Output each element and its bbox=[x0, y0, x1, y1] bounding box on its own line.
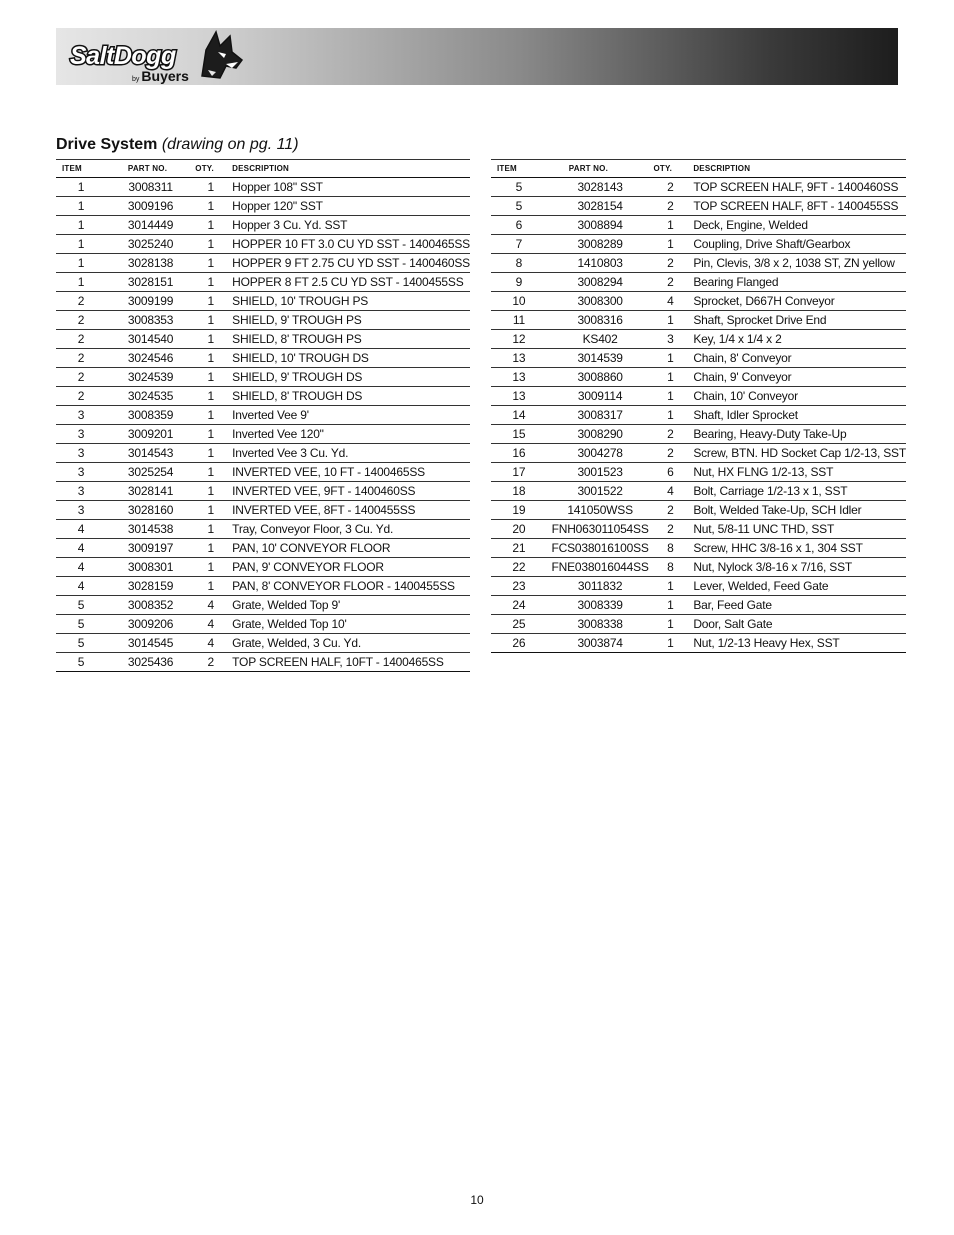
cell-item: 3 bbox=[56, 463, 106, 482]
cell-description: Nut, 5/8-11 UNC THD, SST bbox=[687, 520, 906, 539]
cell-part-no: 3014540 bbox=[106, 330, 195, 349]
table-row bbox=[56, 406, 470, 425]
cell-description: SHIELD, 10' TROUGH PS bbox=[226, 292, 470, 311]
cell-description: Nut, Nylock 3/8-16 x 7/16, SST bbox=[687, 558, 906, 577]
cell-part-no: 3008316 bbox=[547, 311, 654, 330]
cell-part-no: 3008290 bbox=[547, 425, 654, 444]
cell-part-no: 3024539 bbox=[106, 368, 195, 387]
cell-qty: 1 bbox=[653, 387, 687, 406]
cell-item: 1 bbox=[56, 273, 106, 292]
cell-qty: 8 bbox=[653, 539, 687, 558]
cell-part-no: 3008300 bbox=[547, 292, 654, 311]
table-row bbox=[491, 520, 906, 539]
cell-part-no: 3008301 bbox=[106, 558, 195, 577]
cell-item: 22 bbox=[491, 558, 547, 577]
table-row bbox=[56, 482, 470, 501]
cell-description: INVERTED VEE, 8FT - 1400455SS bbox=[226, 501, 470, 520]
cell-part-no: 3014539 bbox=[547, 349, 654, 368]
cell-qty: 1 bbox=[653, 216, 687, 235]
cell-qty: 2 bbox=[653, 501, 687, 520]
cell-item: 2 bbox=[56, 368, 106, 387]
cell-item: 25 bbox=[491, 615, 547, 634]
table-row bbox=[491, 406, 906, 425]
table-row bbox=[56, 558, 470, 577]
cell-description: PAN, 10' CONVEYOR FLOOR bbox=[226, 539, 470, 558]
cell-description: Pin, Clevis, 3/8 x 2, 1038 ST, ZN yellow bbox=[687, 254, 906, 273]
cell-item: 24 bbox=[491, 596, 547, 615]
cell-description: PAN, 8' CONVEYOR FLOOR - 1400455SS bbox=[226, 577, 470, 596]
table-row bbox=[491, 178, 906, 197]
cell-part-no: 3008294 bbox=[547, 273, 654, 292]
col-header-part-no: PART NO. bbox=[547, 160, 654, 178]
table-row bbox=[491, 463, 906, 482]
table-row bbox=[491, 596, 906, 615]
cell-qty: 1 bbox=[195, 178, 226, 197]
cell-item: 19 bbox=[491, 501, 547, 520]
cell-description: Nut, HX FLNG 1/2-13, SST bbox=[687, 463, 906, 482]
cell-qty: 1 bbox=[195, 235, 226, 254]
dog-head-icon bbox=[196, 30, 244, 82]
cell-item: 3 bbox=[56, 501, 106, 520]
cell-qty: 4 bbox=[195, 615, 226, 634]
cell-description: Sprocket, D667H Conveyor bbox=[687, 292, 906, 311]
cell-part-no: 3025436 bbox=[106, 653, 195, 672]
cell-description: SHIELD, 9' TROUGH DS bbox=[226, 368, 470, 387]
col-header-qty: OTY. bbox=[195, 160, 226, 178]
table-row bbox=[56, 235, 470, 254]
cell-item: 1 bbox=[56, 197, 106, 216]
cell-qty: 1 bbox=[195, 254, 226, 273]
section-subtitle: (drawing on pg. 11) bbox=[161, 136, 299, 153]
cell-qty: 1 bbox=[195, 444, 226, 463]
cell-description: Lever, Welded, Feed Gate bbox=[687, 577, 906, 596]
cell-description: SHIELD, 8' TROUGH DS bbox=[226, 387, 470, 406]
cell-item: 12 bbox=[491, 330, 547, 349]
cell-description: Inverted Vee 3 Cu. Yd. bbox=[226, 444, 470, 463]
section-title: Drive System (drawing on pg. 11) bbox=[56, 136, 299, 153]
cell-qty: 1 bbox=[195, 520, 226, 539]
table-row bbox=[491, 216, 906, 235]
table-row bbox=[491, 273, 906, 292]
cell-qty: 1 bbox=[195, 463, 226, 482]
table-header-row bbox=[491, 160, 906, 178]
cell-qty: 4 bbox=[195, 634, 226, 653]
cell-part-no: KS402 bbox=[547, 330, 654, 349]
cell-item: 18 bbox=[491, 482, 547, 501]
cell-qty: 2 bbox=[653, 444, 687, 463]
cell-description: INVERTED VEE, 9FT - 1400460SS bbox=[226, 482, 470, 501]
cell-description: Key, 1/4 x 1/4 x 2 bbox=[687, 330, 906, 349]
cell-part-no: 3028141 bbox=[106, 482, 195, 501]
cell-qty: 1 bbox=[653, 235, 687, 254]
cell-qty: 1 bbox=[195, 501, 226, 520]
cell-part-no: 3025240 bbox=[106, 235, 195, 254]
cell-item: 5 bbox=[56, 653, 106, 672]
cell-part-no: 3009196 bbox=[106, 197, 195, 216]
cell-description: Bolt, Carriage 1/2-13 x 1, SST bbox=[687, 482, 906, 501]
cell-qty: 6 bbox=[653, 463, 687, 482]
cell-qty: 1 bbox=[195, 558, 226, 577]
table-row bbox=[56, 463, 470, 482]
cell-description: Hopper 108" SST bbox=[226, 178, 470, 197]
cell-item: 10 bbox=[491, 292, 547, 311]
cell-qty: 2 bbox=[653, 273, 687, 292]
cell-item: 2 bbox=[56, 349, 106, 368]
cell-qty: 1 bbox=[653, 406, 687, 425]
cell-item: 23 bbox=[491, 577, 547, 596]
table-row bbox=[491, 558, 906, 577]
cell-description: INVERTED VEE, 10 FT - 1400465SS bbox=[226, 463, 470, 482]
cell-qty: 4 bbox=[195, 596, 226, 615]
cell-qty: 2 bbox=[653, 197, 687, 216]
cell-item: 3 bbox=[56, 425, 106, 444]
cell-part-no: 3028143 bbox=[547, 178, 654, 197]
cell-qty: 1 bbox=[653, 634, 687, 653]
table-header-row bbox=[56, 160, 470, 178]
table-row bbox=[56, 615, 470, 634]
cell-part-no: 3009114 bbox=[547, 387, 654, 406]
table-row bbox=[56, 349, 470, 368]
cell-item: 8 bbox=[491, 254, 547, 273]
cell-part-no: 3008352 bbox=[106, 596, 195, 615]
table-row bbox=[56, 596, 470, 615]
cell-part-no: 3008860 bbox=[547, 368, 654, 387]
cell-part-no: 3009201 bbox=[106, 425, 195, 444]
cell-qty: 1 bbox=[195, 577, 226, 596]
cell-item: 7 bbox=[491, 235, 547, 254]
cell-part-no: 3009199 bbox=[106, 292, 195, 311]
cell-item: 5 bbox=[56, 634, 106, 653]
cell-item: 2 bbox=[56, 292, 106, 311]
table-row bbox=[56, 387, 470, 406]
cell-item: 1 bbox=[56, 235, 106, 254]
cell-qty: 1 bbox=[195, 216, 226, 235]
cell-item: 26 bbox=[491, 634, 547, 653]
table-row bbox=[56, 254, 470, 273]
cell-qty: 1 bbox=[195, 349, 226, 368]
cell-item: 1 bbox=[56, 216, 106, 235]
cell-part-no: 3008311 bbox=[106, 178, 195, 197]
table-row bbox=[56, 653, 470, 672]
cell-part-no: 3028154 bbox=[547, 197, 654, 216]
table-row bbox=[491, 482, 906, 501]
parts-table-right-body bbox=[491, 178, 906, 653]
cell-item: 3 bbox=[56, 444, 106, 463]
cell-qty: 4 bbox=[653, 482, 687, 501]
cell-description: Coupling, Drive Shaft/Gearbox bbox=[687, 235, 906, 254]
cell-qty: 3 bbox=[653, 330, 687, 349]
cell-part-no: 3028151 bbox=[106, 273, 195, 292]
cell-part-no: 3008339 bbox=[547, 596, 654, 615]
cell-description: PAN, 9' CONVEYOR FLOOR bbox=[226, 558, 470, 577]
parts-table-left bbox=[56, 159, 470, 672]
table-row bbox=[56, 273, 470, 292]
cell-part-no: 3009206 bbox=[106, 615, 195, 634]
table-row bbox=[491, 349, 906, 368]
cell-description: Grate, Welded Top 9' bbox=[226, 596, 470, 615]
cell-qty: 1 bbox=[653, 349, 687, 368]
cell-item: 9 bbox=[491, 273, 547, 292]
table-row bbox=[56, 311, 470, 330]
cell-description: Bolt, Welded Take-Up, SCH Idler bbox=[687, 501, 906, 520]
cell-description: TOP SCREEN HALF, 10FT - 1400465SS bbox=[226, 653, 470, 672]
cell-item: 5 bbox=[491, 178, 547, 197]
table-row bbox=[56, 444, 470, 463]
cell-qty: 1 bbox=[195, 292, 226, 311]
cell-part-no: 3028160 bbox=[106, 501, 195, 520]
cell-part-no: 3028159 bbox=[106, 577, 195, 596]
cell-item: 13 bbox=[491, 368, 547, 387]
cell-part-no: 3008894 bbox=[547, 216, 654, 235]
logo-brand-text: SaltDogg bbox=[70, 42, 176, 70]
cell-description: HOPPER 8 FT 2.5 CU YD SST - 1400455SS bbox=[226, 273, 470, 292]
cell-qty: 4 bbox=[653, 292, 687, 311]
cell-item: 2 bbox=[56, 387, 106, 406]
cell-qty: 1 bbox=[653, 615, 687, 634]
cell-description: Shaft, Idler Sprocket bbox=[687, 406, 906, 425]
cell-description: Door, Salt Gate bbox=[687, 615, 906, 634]
cell-description: Shaft, Sprocket Drive End bbox=[687, 311, 906, 330]
cell-item: 15 bbox=[491, 425, 547, 444]
cell-part-no: 3025254 bbox=[106, 463, 195, 482]
cell-part-no: 3008359 bbox=[106, 406, 195, 425]
cell-item: 17 bbox=[491, 463, 547, 482]
cell-qty: 1 bbox=[195, 368, 226, 387]
cell-description: Screw, BTN. HD Socket Cap 1/2-13, SST bbox=[687, 444, 906, 463]
cell-qty: 8 bbox=[653, 558, 687, 577]
cell-item: 4 bbox=[56, 520, 106, 539]
cell-description: SHIELD, 8' TROUGH PS bbox=[226, 330, 470, 349]
cell-item: 20 bbox=[491, 520, 547, 539]
table-row bbox=[491, 254, 906, 273]
table-row bbox=[56, 634, 470, 653]
table-row bbox=[491, 387, 906, 406]
cell-qty: 2 bbox=[653, 425, 687, 444]
table-row bbox=[491, 615, 906, 634]
cell-item: 6 bbox=[491, 216, 547, 235]
cell-part-no: 1410803 bbox=[547, 254, 654, 273]
cell-description: Chain, 9' Conveyor bbox=[687, 368, 906, 387]
cell-qty: 1 bbox=[195, 539, 226, 558]
cell-qty: 1 bbox=[653, 311, 687, 330]
table-row bbox=[56, 501, 470, 520]
table-row bbox=[491, 235, 906, 254]
cell-part-no: 141050WSS bbox=[547, 501, 654, 520]
cell-description: SHIELD, 9' TROUGH PS bbox=[226, 311, 470, 330]
cell-part-no: 3024535 bbox=[106, 387, 195, 406]
table-row bbox=[56, 292, 470, 311]
cell-part-no: 3008289 bbox=[547, 235, 654, 254]
table-row bbox=[56, 520, 470, 539]
cell-qty: 1 bbox=[195, 387, 226, 406]
table-row bbox=[491, 311, 906, 330]
cell-part-no: 3014538 bbox=[106, 520, 195, 539]
cell-item: 3 bbox=[56, 406, 106, 425]
table-row bbox=[56, 425, 470, 444]
cell-qty: 1 bbox=[195, 406, 226, 425]
cell-part-no: 3003874 bbox=[547, 634, 654, 653]
table-row bbox=[491, 501, 906, 520]
cell-part-no: 3009197 bbox=[106, 539, 195, 558]
cell-description: Inverted Vee 9' bbox=[226, 406, 470, 425]
cell-qty: 2 bbox=[653, 520, 687, 539]
header-banner bbox=[56, 28, 898, 85]
cell-part-no: 3011832 bbox=[547, 577, 654, 596]
table-row bbox=[56, 368, 470, 387]
cell-description: Hopper 3 Cu. Yd. SST bbox=[226, 216, 470, 235]
cell-description: TOP SCREEN HALF, 8FT - 1400455SS bbox=[687, 197, 906, 216]
cell-part-no: FNH063011054SS bbox=[547, 520, 654, 539]
cell-item: 14 bbox=[491, 406, 547, 425]
cell-qty: 1 bbox=[195, 311, 226, 330]
cell-part-no: 3008338 bbox=[547, 615, 654, 634]
cell-description: Screw, HHC 3/8-16 x 1, 304 SST bbox=[687, 539, 906, 558]
table-row bbox=[491, 425, 906, 444]
cell-item: 13 bbox=[491, 387, 547, 406]
table-row bbox=[491, 292, 906, 311]
cell-qty: 1 bbox=[653, 577, 687, 596]
table-row bbox=[56, 539, 470, 558]
cell-item: 2 bbox=[56, 330, 106, 349]
cell-part-no: 3014545 bbox=[106, 634, 195, 653]
col-header-item: ITEM bbox=[491, 160, 547, 178]
table-row bbox=[491, 634, 906, 653]
cell-description: Tray, Conveyor Floor, 3 Cu. Yd. bbox=[226, 520, 470, 539]
cell-part-no: 3008317 bbox=[547, 406, 654, 425]
cell-item: 5 bbox=[491, 197, 547, 216]
cell-item: 3 bbox=[56, 482, 106, 501]
table-row bbox=[56, 577, 470, 596]
cell-part-no: 3024546 bbox=[106, 349, 195, 368]
table-row bbox=[56, 216, 470, 235]
cell-item: 4 bbox=[56, 558, 106, 577]
cell-description: TOP SCREEN HALF, 9FT - 1400460SS bbox=[687, 178, 906, 197]
cell-part-no: FCS038016100SS bbox=[547, 539, 654, 558]
table-row bbox=[491, 577, 906, 596]
cell-qty: 1 bbox=[195, 197, 226, 216]
cell-description: HOPPER 10 FT 3.0 CU YD SST - 1400465SS bbox=[226, 235, 470, 254]
cell-item: 11 bbox=[491, 311, 547, 330]
col-header-part-no: PART NO. bbox=[106, 160, 195, 178]
cell-item: 4 bbox=[56, 577, 106, 596]
cell-description: Nut, 1/2-13 Heavy Hex, SST bbox=[687, 634, 906, 653]
cell-part-no: FNE038016044SS bbox=[547, 558, 654, 577]
cell-description: Bearing, Heavy-Duty Take-Up bbox=[687, 425, 906, 444]
cell-description: Chain, 10' Conveyor bbox=[687, 387, 906, 406]
parts-table-right bbox=[491, 159, 906, 653]
table-row bbox=[56, 197, 470, 216]
cell-description: Deck, Engine, Welded bbox=[687, 216, 906, 235]
logo-maker-text: by Buyers bbox=[132, 68, 189, 84]
cell-item: 16 bbox=[491, 444, 547, 463]
col-header-qty: OTY. bbox=[653, 160, 687, 178]
cell-description: Hopper 120" SST bbox=[226, 197, 470, 216]
cell-item: 5 bbox=[56, 615, 106, 634]
cell-part-no: 3014543 bbox=[106, 444, 195, 463]
cell-qty: 1 bbox=[195, 273, 226, 292]
cell-qty: 1 bbox=[195, 425, 226, 444]
parts-table-left-body bbox=[56, 178, 470, 672]
cell-item: 1 bbox=[56, 178, 106, 197]
col-header-description: DESCRIPTION bbox=[226, 160, 470, 178]
cell-part-no: 3001523 bbox=[547, 463, 654, 482]
col-header-description: DESCRIPTION bbox=[687, 160, 906, 178]
cell-qty: 1 bbox=[653, 596, 687, 615]
cell-item: 2 bbox=[56, 311, 106, 330]
cell-description: Inverted Vee 120" bbox=[226, 425, 470, 444]
cell-item: 5 bbox=[56, 596, 106, 615]
cell-qty: 2 bbox=[653, 254, 687, 273]
table-row bbox=[491, 368, 906, 387]
cell-part-no: 3028138 bbox=[106, 254, 195, 273]
cell-part-no: 3001522 bbox=[547, 482, 654, 501]
cell-description: Bar, Feed Gate bbox=[687, 596, 906, 615]
cell-item: 4 bbox=[56, 539, 106, 558]
table-row bbox=[491, 330, 906, 349]
cell-description: Bearing Flanged bbox=[687, 273, 906, 292]
cell-description: HOPPER 9 FT 2.75 CU YD SST - 1400460SS bbox=[226, 254, 470, 273]
cell-qty: 2 bbox=[653, 178, 687, 197]
cell-description: SHIELD, 10' TROUGH DS bbox=[226, 349, 470, 368]
cell-description: Chain, 8' Conveyor bbox=[687, 349, 906, 368]
cell-part-no: 3008353 bbox=[106, 311, 195, 330]
saltdogg-logo bbox=[68, 34, 243, 82]
cell-qty: 2 bbox=[195, 653, 226, 672]
page-number: 10 bbox=[470, 1193, 484, 1207]
cell-description: Grate, Welded Top 10' bbox=[226, 615, 470, 634]
table-row bbox=[56, 178, 470, 197]
table-row bbox=[56, 330, 470, 349]
table-row bbox=[491, 197, 906, 216]
table-row bbox=[491, 444, 906, 463]
cell-item: 21 bbox=[491, 539, 547, 558]
cell-qty: 1 bbox=[653, 368, 687, 387]
cell-part-no: 3004278 bbox=[547, 444, 654, 463]
cell-item: 1 bbox=[56, 254, 106, 273]
cell-qty: 1 bbox=[195, 482, 226, 501]
cell-part-no: 3014449 bbox=[106, 216, 195, 235]
cell-item: 13 bbox=[491, 349, 547, 368]
col-header-item: ITEM bbox=[56, 160, 106, 178]
cell-qty: 1 bbox=[195, 330, 226, 349]
table-row bbox=[491, 539, 906, 558]
cell-description: Grate, Welded, 3 Cu. Yd. bbox=[226, 634, 470, 653]
